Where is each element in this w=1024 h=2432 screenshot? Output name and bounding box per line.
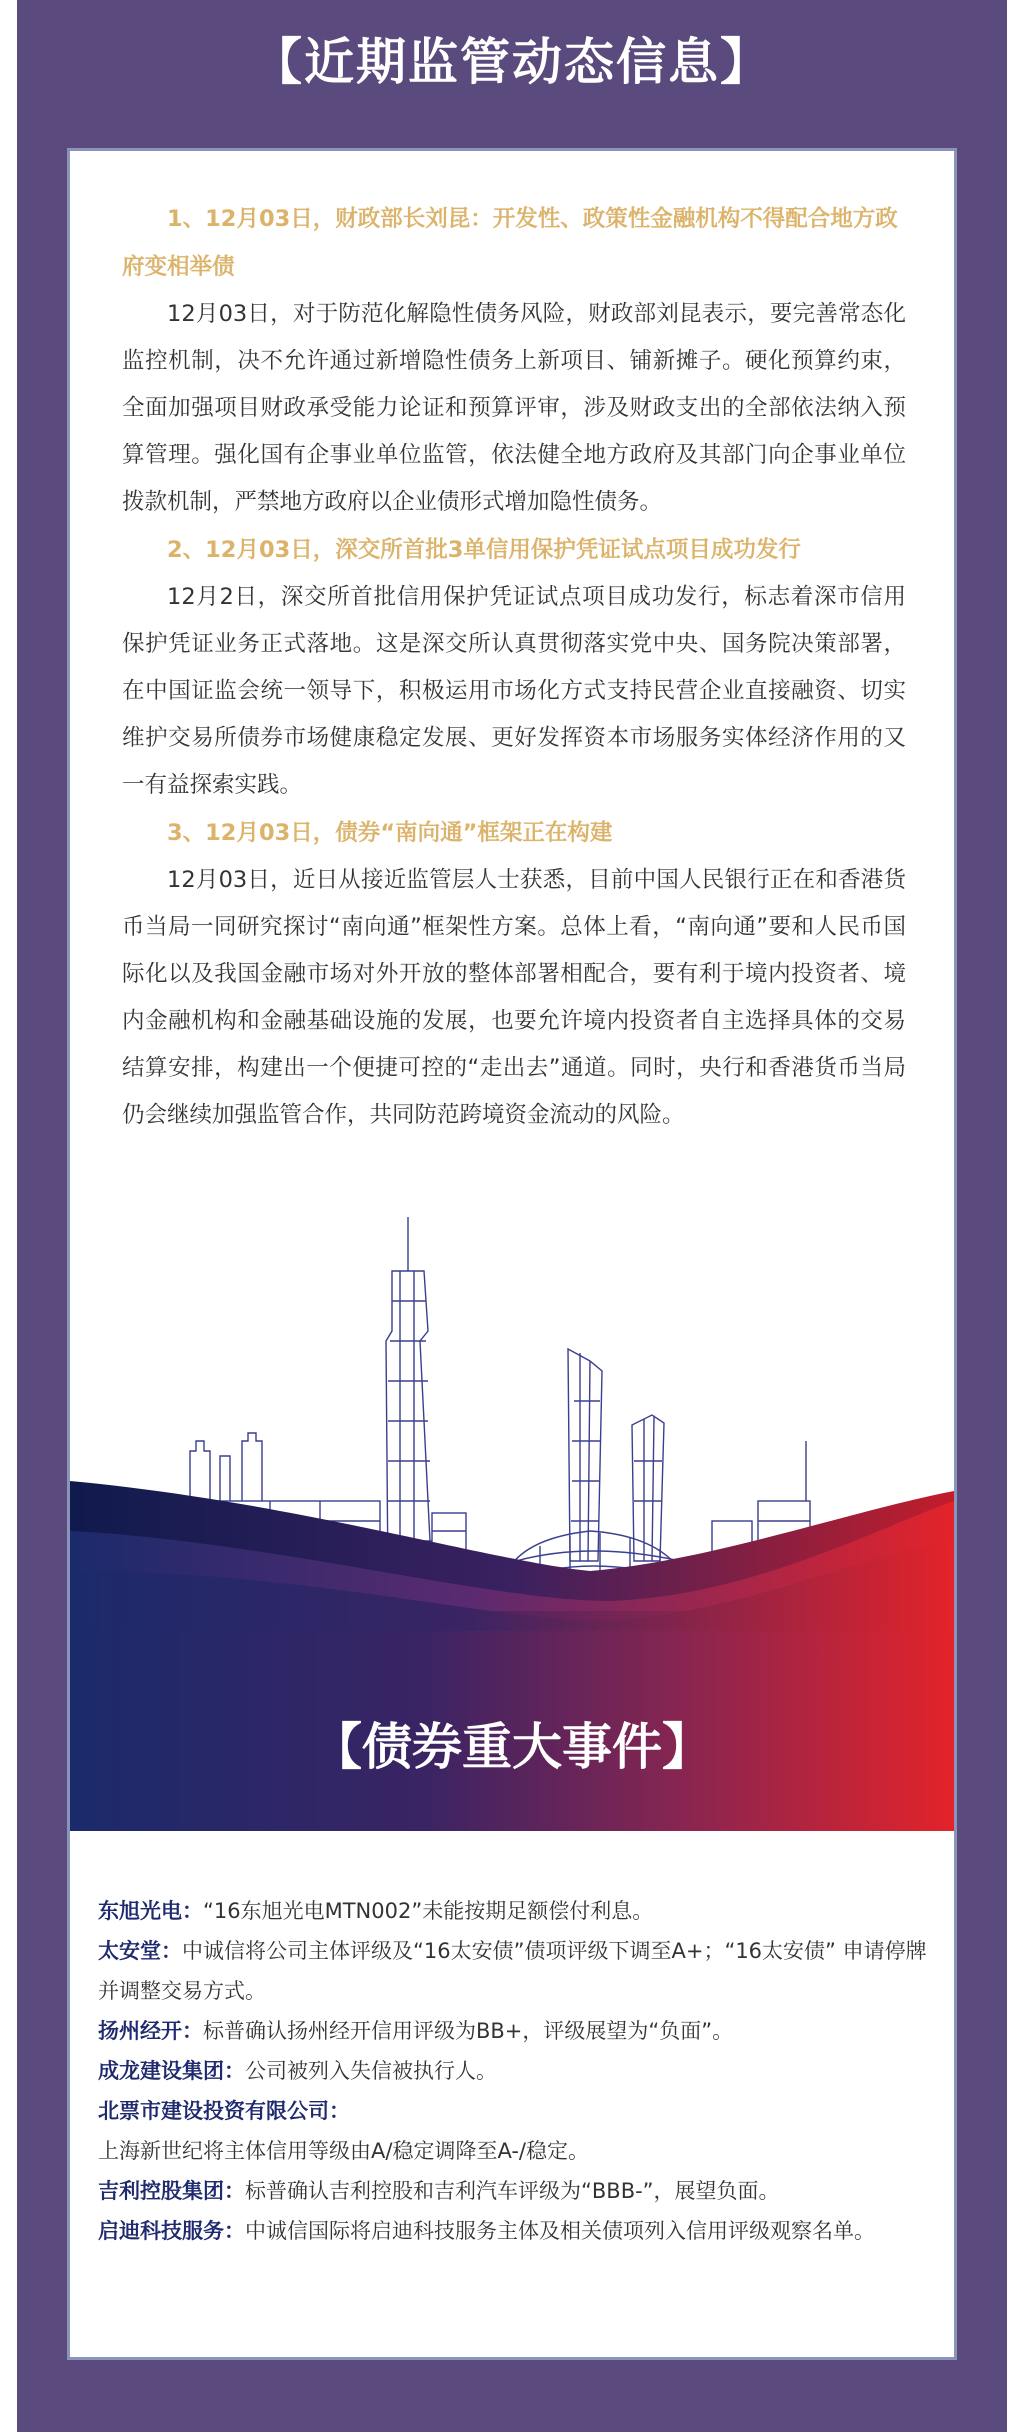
event-text: 标普确认扬州经开信用评级为BB+，评级展望为“负面”。 <box>203 2019 734 2043</box>
event-label: 东旭光电： <box>98 1899 203 1923</box>
news-heading-3: 3、12月03日，债券“南向通”框架正在构建 <box>167 820 613 846</box>
news-body-2: 12月2日，深交所首批信用保护凭证试点项目成功发行，标志着深市信用保护凭证业务正式落地。这是深交所认真贯彻落实党中央、国务院决策部署，在中国证监会统一领导下，积极运用市场化方式支持民营企业直接融资、切实维护交易所债券市场健康稳定发展、更好发挥资本市场服务实体经济作用的又一有益探索实践。 <box>122 584 906 798</box>
event-item <box>98 2211 928 2251</box>
section-title-bond-events: 【债券重大事件】 <box>312 1718 712 1776</box>
event-item <box>98 2011 928 2051</box>
news-heading-1: 1、12月03日，财政部长刘昆：开发性、政策性金融机构不得配合地方政府变相举债 <box>122 206 898 280</box>
bond-events-list <box>98 1891 928 2251</box>
content-panel <box>67 148 957 2360</box>
event-label: 太安堂： <box>98 1939 182 1963</box>
event-label: 成龙建设集团： <box>98 2059 245 2083</box>
event-text: 中诚信国际将启迪科技服务主体及相关债项列入信用评级观察名单。 <box>245 2219 875 2243</box>
news-body-1: 12月03日，对于防范化解隐性债务风险，财政部刘昆表示，要完善常态化监控机制，决不允许通过新增隐性债务上新项目、铺新摊子。硬化预算约束，全面加强项目财政承受能力论证和预算评审，涉及财政支出的全部依法纳入预算管理。强化国有企事业单位监管，依法健全地方政府及其部门向企事业单位拨款机制，严禁地方政府以企业债形式增加隐性债务。 <box>122 301 906 515</box>
event-text: “16东旭光电MTN002”未能按期足额偿付利息。 <box>203 1899 654 1923</box>
banner-wave <box>70 1511 954 1631</box>
page-frame <box>17 0 1007 2432</box>
event-text: 中诚信将公司主体评级及“16太安债”债项评级下调至A+；“16太安债” 申请停牌并调整交易方式。 <box>98 1939 927 2003</box>
event-item <box>98 2171 928 2211</box>
event-text: 上海新世纪将主体信用等级由A/稳定调降至A-/稳定。 <box>98 2139 589 2163</box>
news-body-3: 12月03日，近日从接近监管层人士获悉，目前中国人民银行正在和香港货币当局一同研究探讨“南向通”框架性方案。总体上看，“南向通”要和人民币国际化以及我国金融市场对外开放的整体部署相配合，要有利于境内投资者、境内金融机构和金融基础设施的发展，也要允许境内投资者自主选择具体的交易结算安排，构建出一个便捷可控的“走出去”通道。同时，央行和香港货币当局仍会继续加强监管合作，共同防范跨境资金流动的风险。 <box>122 867 906 1128</box>
event-item <box>98 1891 928 1931</box>
event-label: 吉利控股集团： <box>98 2179 245 2203</box>
event-item <box>98 1931 928 2011</box>
section-title-regulatory: 【近期监管动态信息】 <box>252 33 772 91</box>
event-item <box>98 2091 928 2131</box>
event-label: 扬州经开： <box>98 2019 203 2043</box>
regulatory-news-list <box>122 195 906 1139</box>
event-label: 启迪科技服务： <box>98 2219 245 2243</box>
event-label: 北票市建设投资有限公司： <box>98 2099 350 2123</box>
news-heading-2: 2、12月03日，深交所首批3单信用保护凭证试点项目成功发行 <box>167 537 801 563</box>
event-text: 标普确认吉利控股和吉利汽车评级为“BBB-”，展望负面。 <box>245 2179 780 2203</box>
event-item <box>98 2131 928 2171</box>
event-item <box>98 2051 928 2091</box>
event-text: 公司被列入失信被执行人。 <box>245 2059 497 2083</box>
